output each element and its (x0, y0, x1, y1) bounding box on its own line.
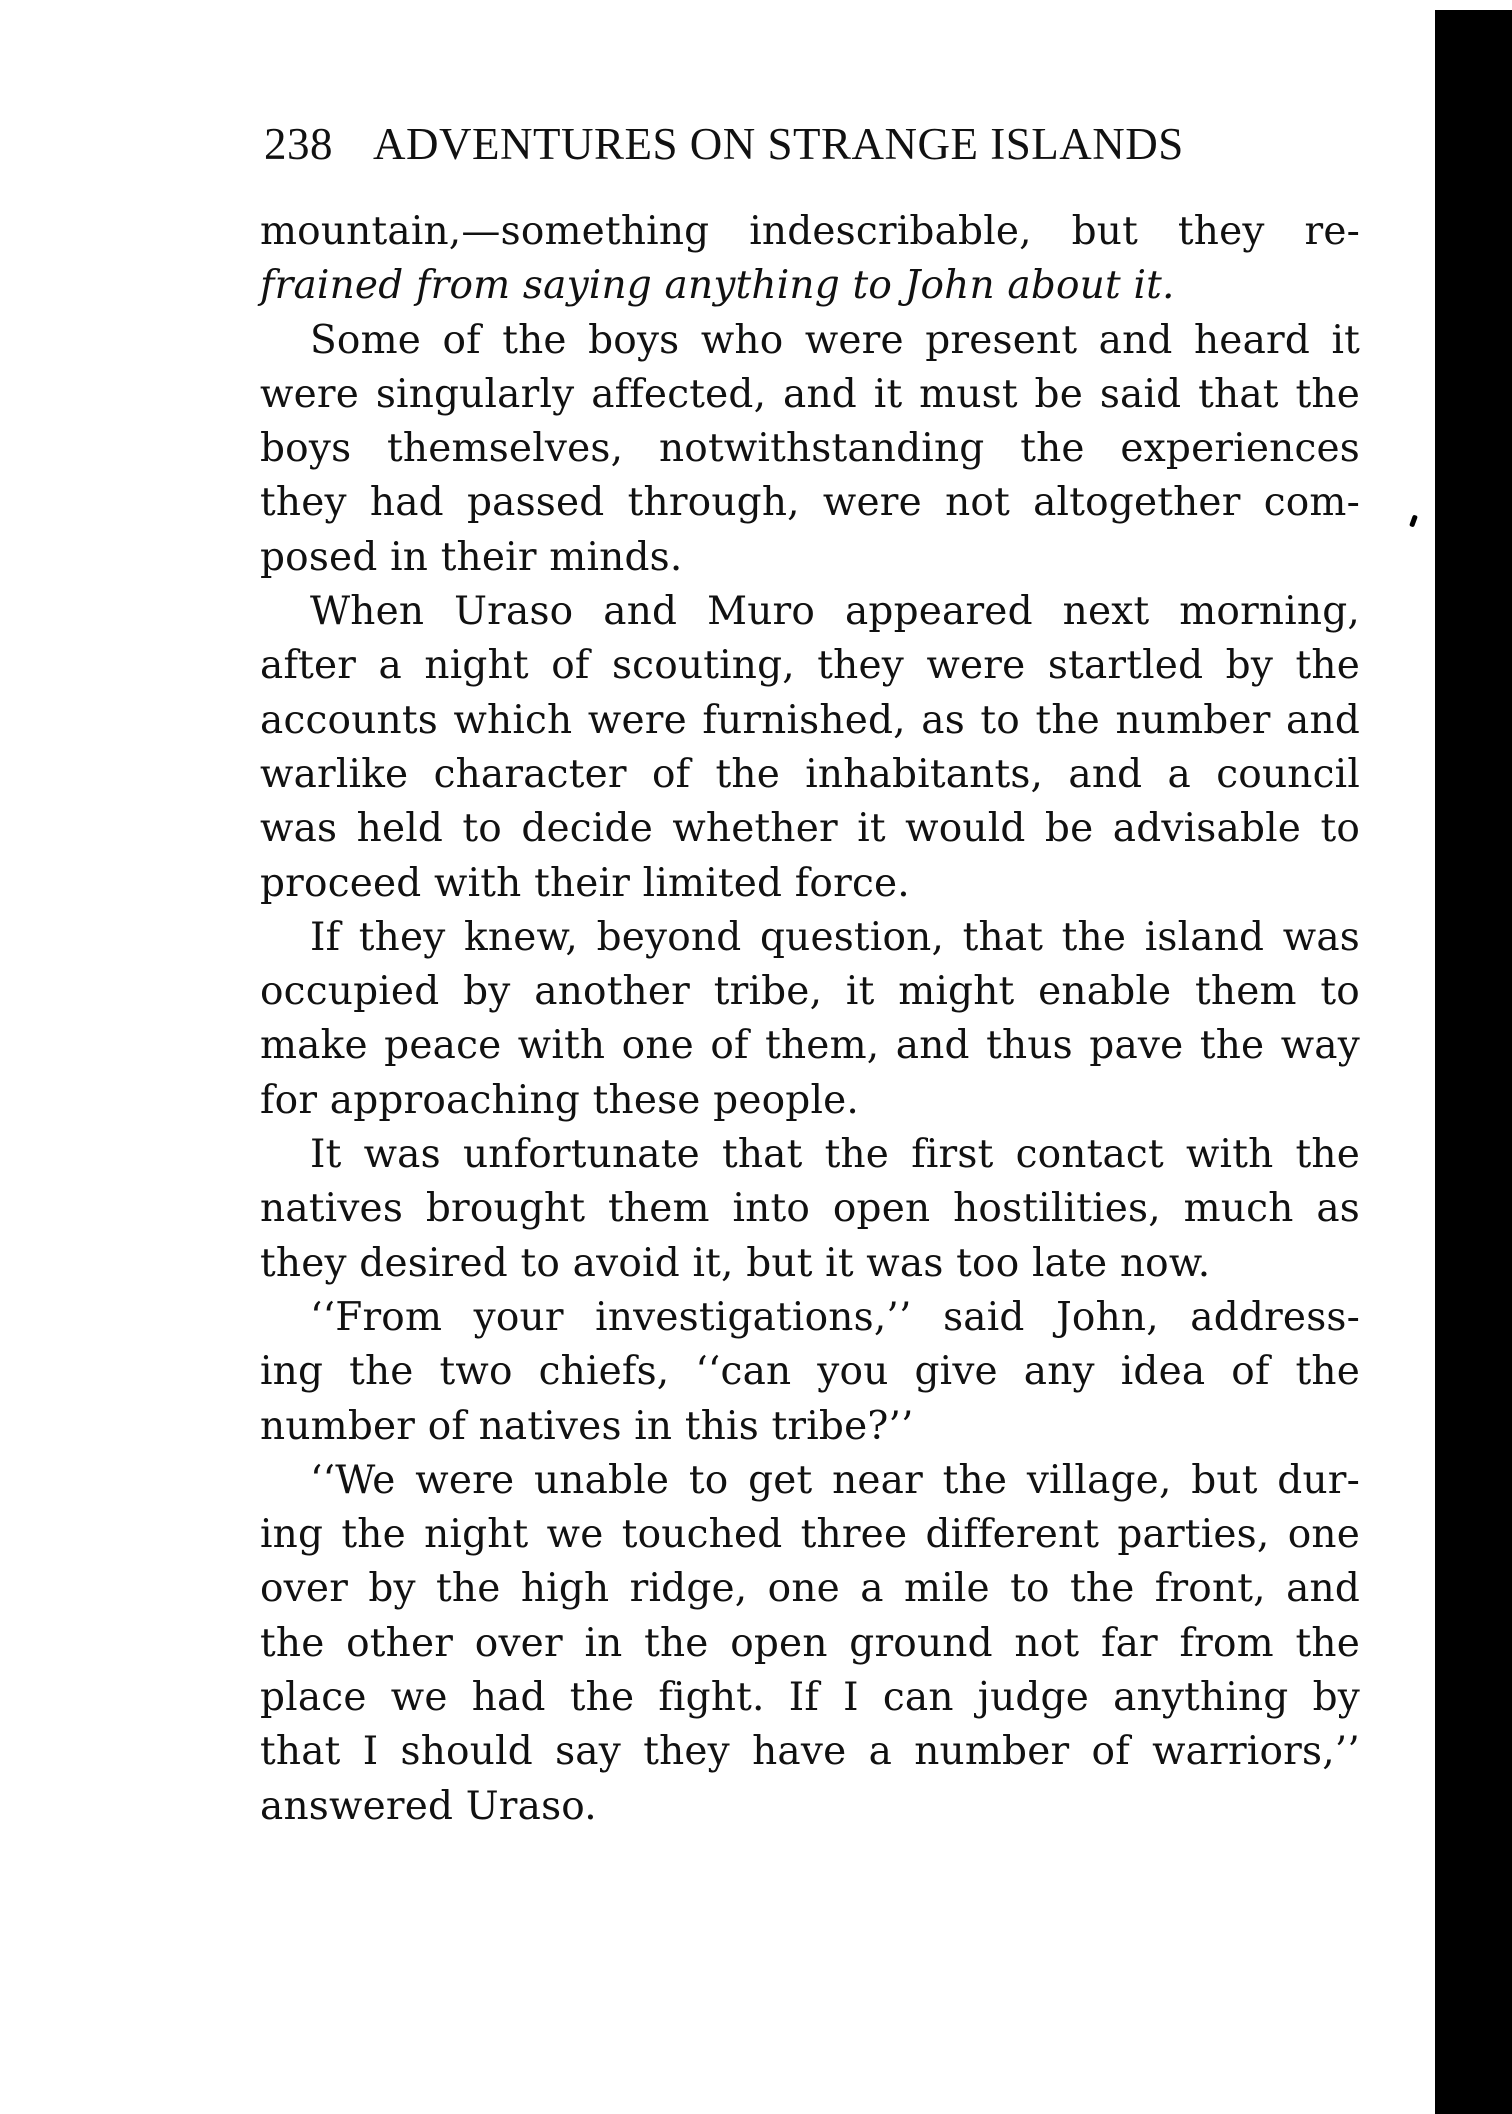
text-line: natives brought them into open hostilities, much as (260, 1186, 1360, 1232)
text-line: answered Uraso. (260, 1783, 597, 1829)
text-line: place we had the fight. If I can judge anything by (260, 1675, 1360, 1721)
text-line: mountain,—something indescribable, but they re- (260, 209, 1360, 254)
text-line: the other over in the open ground not far from the (260, 1620, 1360, 1666)
text-line: for approaching these people. (260, 1077, 860, 1123)
paragraph (260, 1291, 1360, 1454)
paragraph (260, 911, 1360, 1128)
paragraph (260, 205, 1360, 314)
paragraph (260, 1454, 1360, 1834)
text-line: proceed with their limited force. (260, 860, 910, 906)
paragraph (260, 1128, 1360, 1291)
running-title: ADVENTURES ON STRANGE ISLANDS (373, 119, 1184, 169)
text-line: after a night of scouting, they were startled by the (260, 643, 1360, 689)
scan-edge-shadow (1435, 10, 1512, 2114)
text-line: accounts which were furnished, as to the number and (260, 697, 1360, 743)
text-line: that I should say they have a number of warriors,’’ (260, 1729, 1360, 1775)
text-line: Some of the boys who were present and heard it (310, 317, 1360, 363)
text-line: ‘‘We were unable to get near the village, but dur- (310, 1457, 1360, 1503)
text-line: number of natives in this tribe?’’ (260, 1403, 914, 1449)
paragraph (260, 314, 1360, 585)
text-line: If they knew, beyond question, that the island was (310, 914, 1360, 960)
text-line: they had passed through, were not altogether com- (260, 480, 1360, 526)
page-body (260, 205, 1360, 1834)
text-line: It was unfortunate that the first contact with the (310, 1132, 1360, 1178)
text-line: warlike character of the inhabitants, and a council (260, 751, 1360, 797)
text-line: ‘‘From your investigations,’’ said John, address- (310, 1294, 1360, 1340)
text-line: over by the high ridge, one a mile to the front, and (260, 1566, 1360, 1612)
text-line: ing the two chiefs, ‘‘can you give any idea of the (260, 1349, 1360, 1395)
page-number: 238 (264, 119, 333, 169)
text-line: frained from saying anything to John about it. (260, 263, 1175, 309)
text-line: ing the night we touched three different parties, one (260, 1512, 1360, 1558)
running-header (264, 114, 1364, 174)
text-line: boys themselves, notwithstanding the experiences (260, 426, 1360, 472)
text-line: posed in their minds. (260, 534, 683, 580)
paragraph (260, 585, 1360, 911)
scan-speck (1409, 515, 1418, 528)
text-line: occupied by another tribe, it might enable them to (260, 969, 1360, 1015)
text-line: they desired to avoid it, but it was too late now. (260, 1240, 1211, 1286)
text-line: were singularly affected, and it must be said that the (260, 371, 1360, 417)
text-line: was held to decide whether it would be advisable to (260, 806, 1360, 852)
text-line: When Uraso and Muro appeared next morning, (310, 589, 1360, 635)
text-line: make peace with one of them, and thus pave the way (260, 1023, 1360, 1069)
